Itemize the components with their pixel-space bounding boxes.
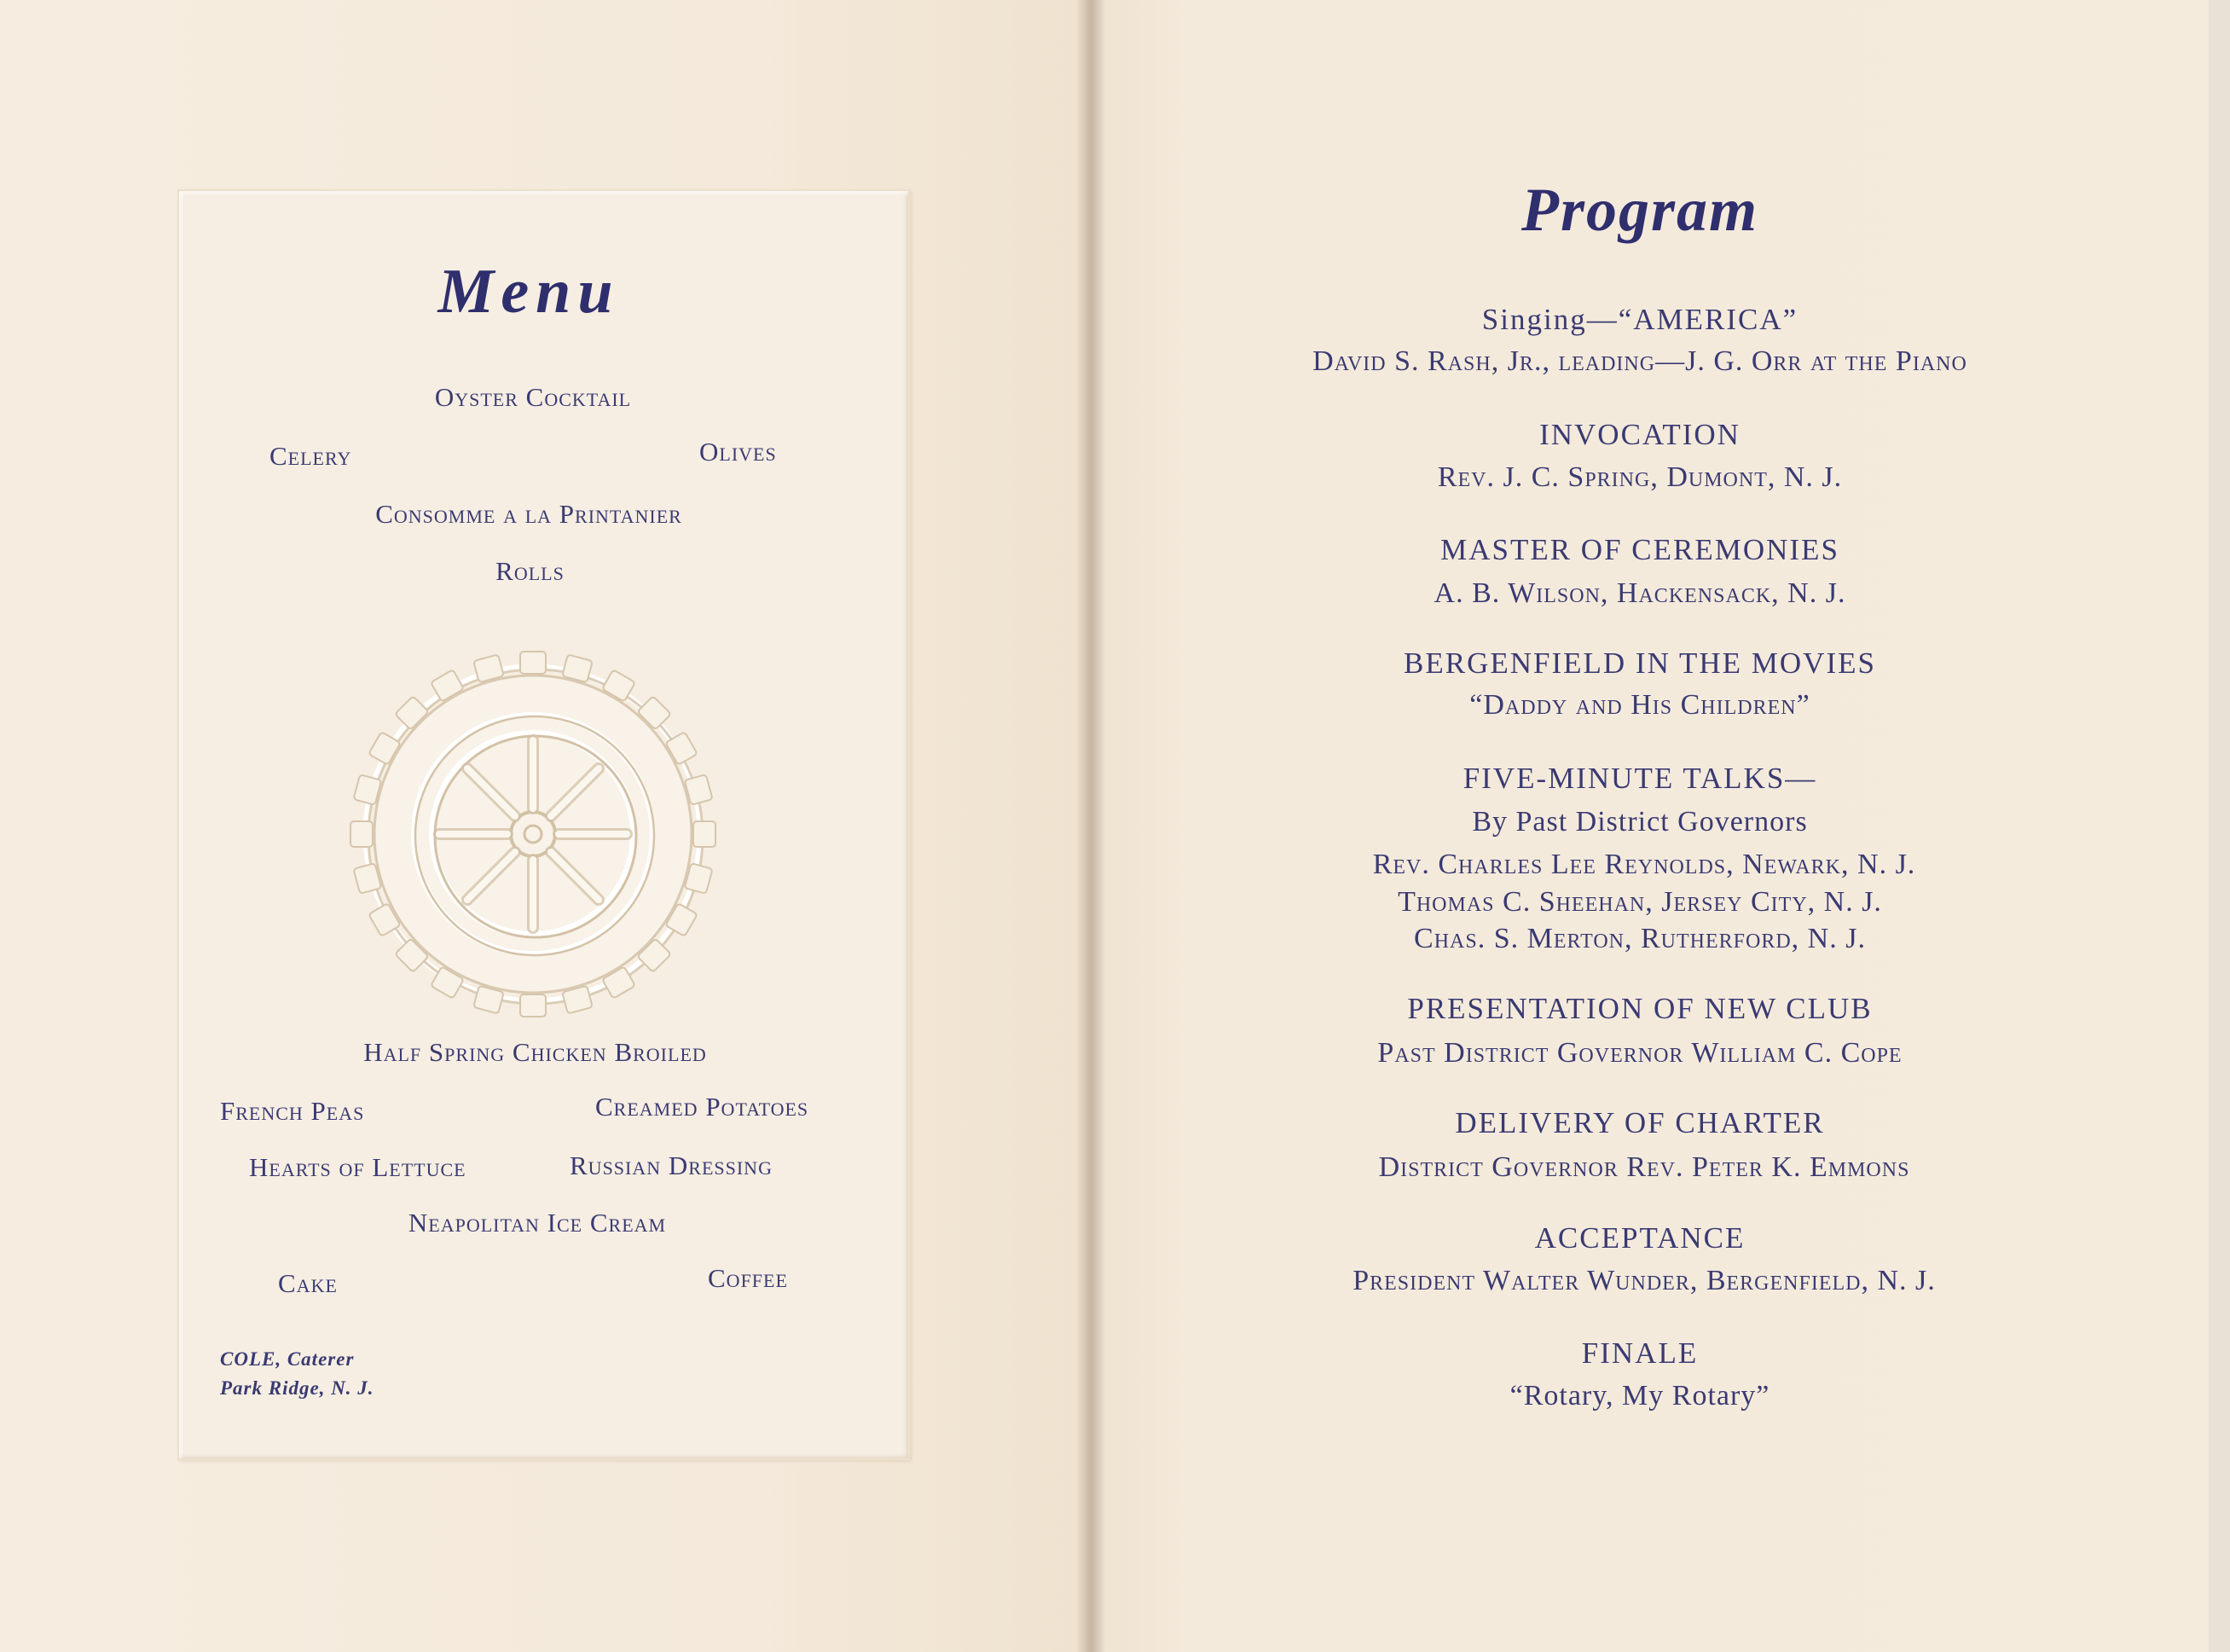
program-line-talks-merton: Chas. S. Merton, Rutherford, N. J.: [1414, 923, 1866, 954]
program-line-talks-intro: By Past District Governors: [1472, 806, 1808, 838]
menu-item-olives: Olives: [699, 437, 777, 467]
program-line-talks-sheehan: Thomas C. Sheehan, Jersey City, N. J.: [1398, 886, 1882, 918]
menu-item-chicken: Half Spring Chicken Broiled: [363, 1037, 707, 1067]
menu-title: Menu: [437, 257, 620, 327]
rotary-seal-emboss: [345, 646, 721, 1022]
caterer-name: COLE, Caterer: [220, 1348, 355, 1370]
menu-item-oyster: Oyster Cocktail: [434, 382, 632, 412]
program-line-finale: “Rotary, My Rotary”: [1509, 1380, 1770, 1411]
program-heading-talks: FIVE-MINUTE TALKS—: [1463, 762, 1817, 795]
menu-item-rolls: Rolls: [495, 556, 565, 586]
program-heading-master: MASTER OF CEREMONIES: [1440, 533, 1839, 566]
program-heading-acceptance: ACCEPTANCE: [1534, 1221, 1746, 1255]
program-heading-finale: FINALE: [1581, 1336, 1699, 1370]
program-heading-new-club: PRESENTATION OF NEW CLUB: [1407, 992, 1873, 1025]
program-line-talks-reynolds: Rev. Charles Lee Reynolds, Newark, N. J.: [1372, 849, 1916, 880]
program-title: Program: [1520, 176, 1759, 244]
program-line-new-club: Past District Governor William C. Cope: [1377, 1037, 1903, 1069]
program-line-invocation: Rev. J. C. Spring, Dumont, N. J.: [1437, 461, 1843, 493]
program-heading-charter: DELIVERY OF CHARTER: [1455, 1106, 1825, 1139]
menu-item-dressing: Russian Dressing: [570, 1151, 773, 1180]
menu-item-consomme: Consomme a la Printanier: [375, 499, 682, 529]
menu-item-potatoes: Creamed Potatoes: [595, 1092, 809, 1122]
menu-item-ice-cream: Neapolitan Ice Cream: [408, 1208, 667, 1238]
caterer-location: Park Ridge, N. J.: [220, 1377, 374, 1399]
program-line-master: A. B. Wilson, Hackensack, N. J.: [1434, 577, 1846, 609]
program-heading-singing: Singing—“AMERICA”: [1481, 303, 1798, 336]
caterer-credit: [220, 1345, 374, 1403]
program-line-movies: “Daddy and His Children”: [1469, 689, 1810, 721]
scan-edge: [2209, 0, 2230, 1652]
menu-item-peas: French Peas: [220, 1096, 365, 1126]
menu-item-cake: Cake: [278, 1268, 338, 1298]
menu-item-coffee: Coffee: [708, 1263, 788, 1293]
program-heading-invocation: INVOCATION: [1539, 418, 1741, 451]
program-heading-movies: BERGENFIELD IN THE MOVIES: [1404, 646, 1876, 680]
menu-item-celery: Celery: [269, 441, 352, 471]
program-line-acceptance: President Walter Wunder, Bergenfield, N. J.: [1352, 1265, 1936, 1296]
program-line-charter: District Governor Rev. Peter K. Emmons: [1378, 1151, 1910, 1183]
menu-item-lettuce: Hearts of Lettuce: [249, 1152, 466, 1182]
program-line-singing-leader: David S. Rash, Jr., leading—J. G. Orr at the Piano: [1312, 345, 1967, 377]
